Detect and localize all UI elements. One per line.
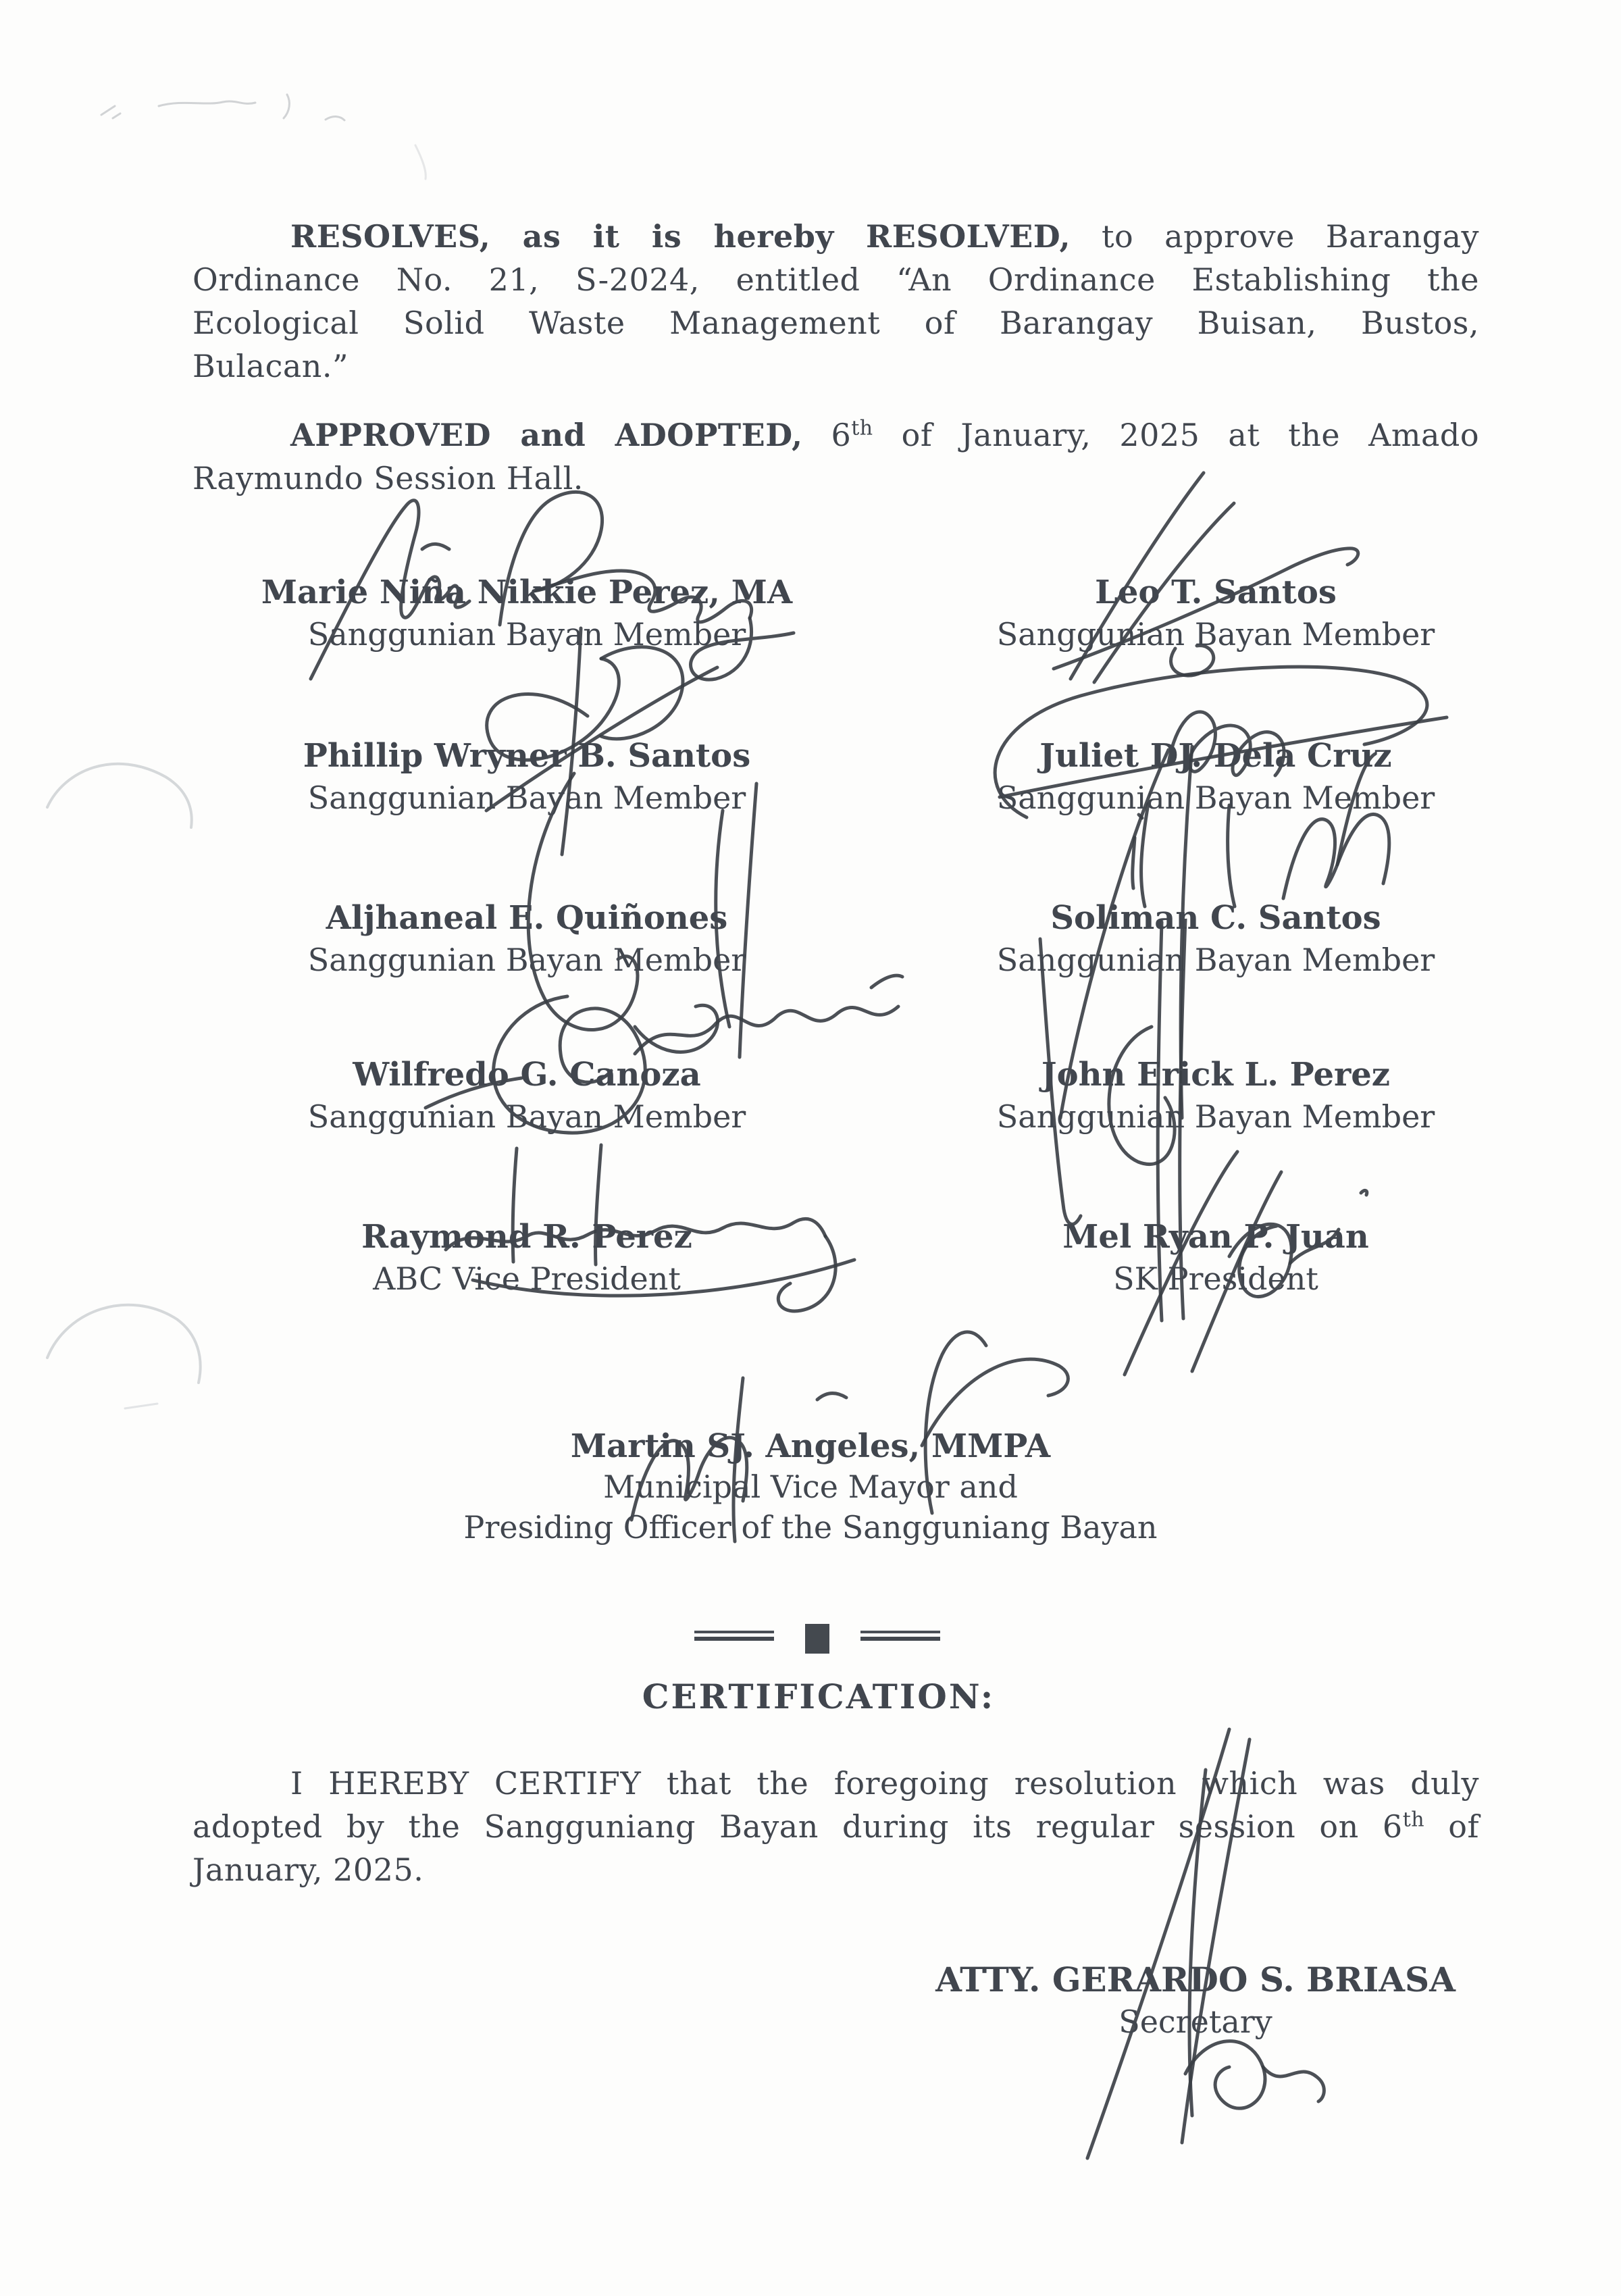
scan-smudge-top-left [81,64,500,213]
signatory-name: Juliet DJ. Dela Cruz [1039,737,1392,775]
divider-square [805,1624,829,1654]
scan-arc-left-upper [37,743,199,858]
secretary-block [912,1960,1479,2041]
signatory-block-juliet-dela-cruz [932,736,1499,817]
presiding-officer-block [368,1427,1253,1547]
certification-line-2-pre: adopted by the Sangguniang Bayan during its regular session on 6 [192,1808,1403,1845]
certification-line-2 [192,1805,1479,1848]
approved-day: 6 [802,417,852,453]
signatory-name: Leo T. Santos [1095,573,1337,611]
signatory-block-soliman-santos [932,898,1499,979]
signatory-block-wilfredo-canoza [216,1055,838,1136]
approved-line-1 [192,413,1479,457]
signatory-block-john-erick-perez [932,1055,1499,1136]
signatory-name: Soliman C. Santos [1050,899,1381,937]
signatory-block-marie-nina-perez [216,573,838,654]
signatory-title: Sanggunian Bayan Member [307,616,746,653]
signatory-block-aljhaneal-quinones [216,898,838,979]
certification-day-ordinal: th [1402,1808,1425,1832]
signatory-title: Sanggunian Bayan Member [307,942,746,978]
signatory-name: Marie Niña Nikkie Perez, MA [261,573,793,611]
signatory-name: Wilfredo G. Canoza [353,1056,701,1094]
certification-line-3: January, 2025. [192,1852,424,1888]
presiding-officer-title-1: Municipal Vice Mayor and [603,1469,1018,1505]
resolve-line-2: Ordinance No. 21, S-2024, entitled “An Ordinance Establishing the [192,261,1479,298]
presiding-officer-title-2: Presiding Officer of the Sangguniang Bayan [463,1509,1158,1546]
resolve-line-1 [192,215,1479,258]
signatory-title: Sanggunian Bayan Member [996,1098,1435,1135]
resolve-lead-bold: RESOLVES, as it is hereby RESOLVED, [290,218,1071,255]
divider-dash-right [860,1631,940,1641]
certification-line-1: I HEREBY CERTIFY that the foregoing resolution which was duly [290,1765,1479,1802]
certification-paragraph [192,1762,1479,1891]
signatory-name: John Erick L. Perez [1041,1056,1391,1094]
resolve-line-4: Bulacan.” [192,348,349,384]
section-divider [694,1620,940,1651]
approved-day-ordinal: th [851,416,873,440]
signatory-block-leo-santos [932,573,1499,654]
resolve-line-3: Ecological Solid Waste Management of Barangay Buisan, Bustos, [192,305,1479,341]
signatory-title: Sanggunian Bayan Member [996,616,1435,653]
signatory-block-mel-ryan-juan [932,1217,1499,1298]
signatory-block-raymond-perez [216,1217,838,1298]
signatory-name: Mel Ryan P. Juan [1062,1218,1369,1256]
resolve-paragraph [192,215,1479,388]
certification-heading: CERTIFICATION: [642,1677,996,1716]
signatory-title: Sanggunian Bayan Member [996,942,1435,978]
presiding-officer-name: Martin SJ. Angeles, MMPA [570,1427,1051,1465]
signatory-name: Phillip Wryner B. Santos [303,737,751,775]
signatory-title: Sanggunian Bayan Member [307,780,746,816]
signatory-block-phillip-santos [216,736,838,817]
resolve-line-1-rest: to approve Barangay [1071,218,1479,255]
secretary-name: ATTY. GERARDO S. BRIASA [935,1960,1456,1999]
secretary-title: Secretary [1118,2004,1272,2040]
approved-line-2: Raymundo Session Hall. [192,460,584,496]
approved-line-1-rest: of January, 2025 at the Amado [873,417,1480,453]
signatory-title: Sanggunian Bayan Member [996,780,1435,816]
signatory-name: Raymond R. Perez [361,1218,692,1256]
signatory-title: ABC Vice President [373,1260,681,1297]
approved-paragraph [192,413,1479,500]
signatory-title: Sanggunian Bayan Member [307,1098,746,1135]
signatory-title: SK President [1113,1260,1318,1297]
divider-dash-left [694,1631,774,1641]
approved-lead-bold: APPROVED and ADOPTED, [290,417,803,453]
certification-line-2-rest: of [1424,1808,1479,1845]
signatory-name: Aljhaneal E. Quiñones [326,899,728,937]
scan-arc-left-lower [34,1280,209,1422]
